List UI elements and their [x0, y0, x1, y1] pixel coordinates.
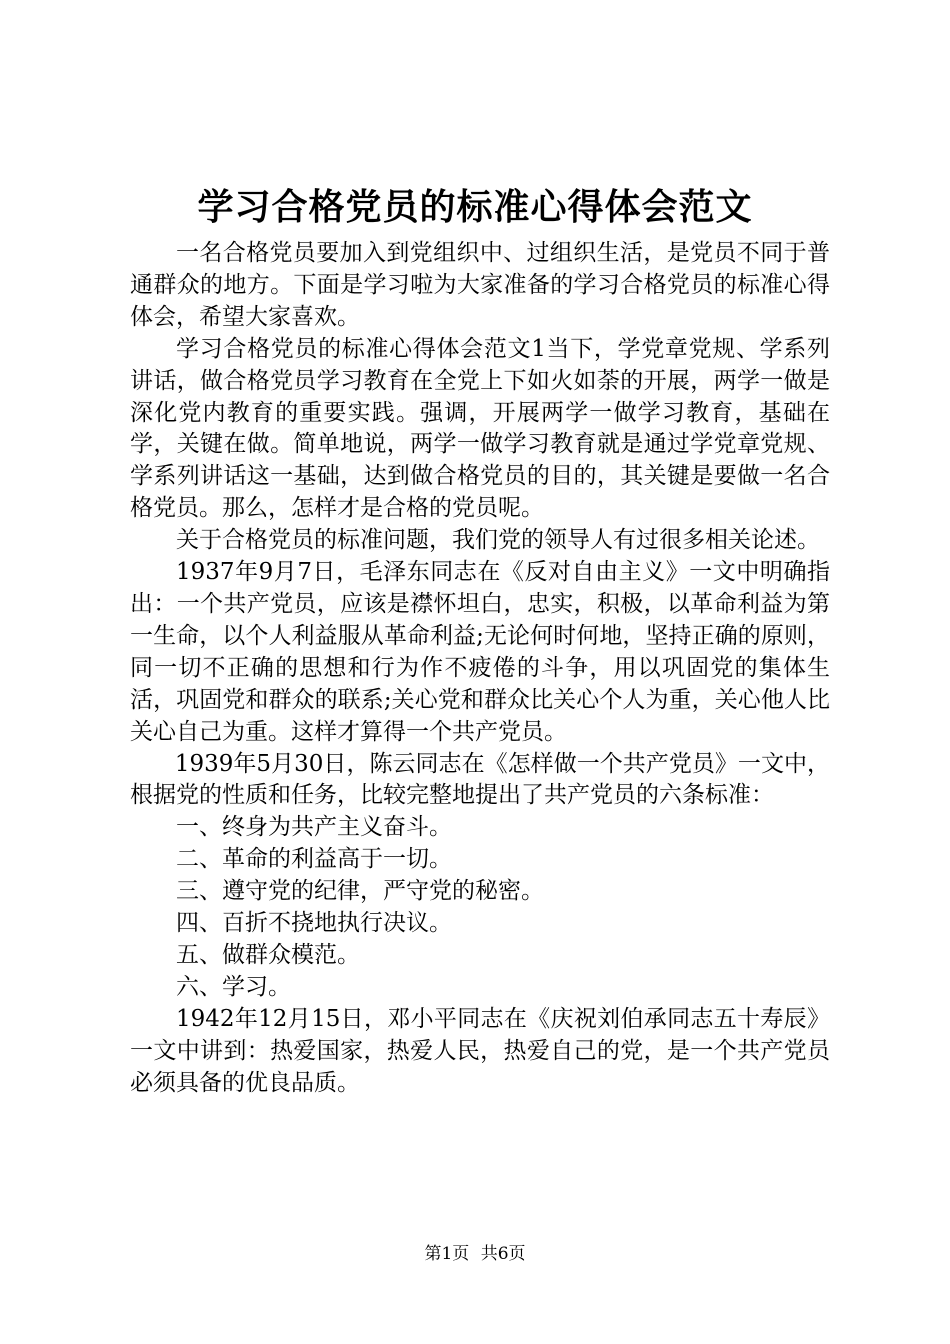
dengxiaoping-paragraph: 1942年12月15日，邓小平同志在《庆祝刘伯承同志五十寿辰》一文中讲到：热爱国家，热爱人民，热爱自己的党，是一个共产党员必须具备的优良品质。 [130, 1005, 830, 1096]
list-item: 五、做群众模范。 [176, 941, 360, 968]
mao-quote-paragraph: 1937年9月7日，毛泽东同志在《反对自由主义》一文中明确指出：一个共产党员，应该是襟怀坦白，忠实，积极，以革命利益为第一生命，以个人利益服从革命利益;无论何时何地，坚持正确的原则，同一切不正确的思想和行为作不疲倦的斗争，用以巩固党的集体生活，巩固党和群众的联系;关心党和群众比关心个人为重，关心他人比关心自己为重。这样才算得一个共产党员。 [130, 559, 830, 745]
chenyun-paragraph: 1939年5月30日，陈云同志在《怎样做一个共产党员》一文中，根据党的性质和任务，比较完整地提出了共产党员的六条标准： [130, 750, 830, 809]
list-item: 六、学习。 [176, 973, 291, 1000]
six-standards-list [130, 812, 830, 1003]
standards-intro-paragraph: 关于合格党员的标准问题，我们党的领导人有过很多相关论述。 [176, 527, 820, 554]
document-body [130, 238, 830, 1099]
essay-paragraph-1: 学习合格党员的标准心得体会范文1当下，学党章党规、学系列讲话，做合格党员学习教育在全党上下如火如荼的开展，两学一做是深化党内教育的重要实践。强调，开展两学一做学习教育，基础在学，关键在做。简单地说，两学一做学习教育就是通过学党章党规、学系列讲话这一基础，达到做合格党员的目的，其关键是要做一名合格党员。那么，怎样才是合格的党员呢。 [130, 335, 830, 522]
list-item: 三、遵守党的纪律，严守党的秘密。 [176, 878, 544, 905]
list-item: 一、终身为共产主义奋斗。 [176, 814, 452, 841]
list-item: 四、百折不挠地执行决议。 [176, 910, 452, 937]
page-total: 共6页 [480, 1244, 526, 1264]
page-number: 第1页 [424, 1244, 470, 1264]
intro-paragraph: 一名合格党员要加入到党组织中、过组织生活，是党员不同于普通群众的地方。下面是学习啦为大家准备的学习合格党员的标准心得体会，希望大家喜欢。 [130, 240, 830, 330]
document-title: 学习合格党员的标准心得体会范文 [197, 187, 753, 228]
list-item: 二、革命的利益高于一切。 [176, 846, 452, 873]
page-footer [0, 1242, 950, 1266]
